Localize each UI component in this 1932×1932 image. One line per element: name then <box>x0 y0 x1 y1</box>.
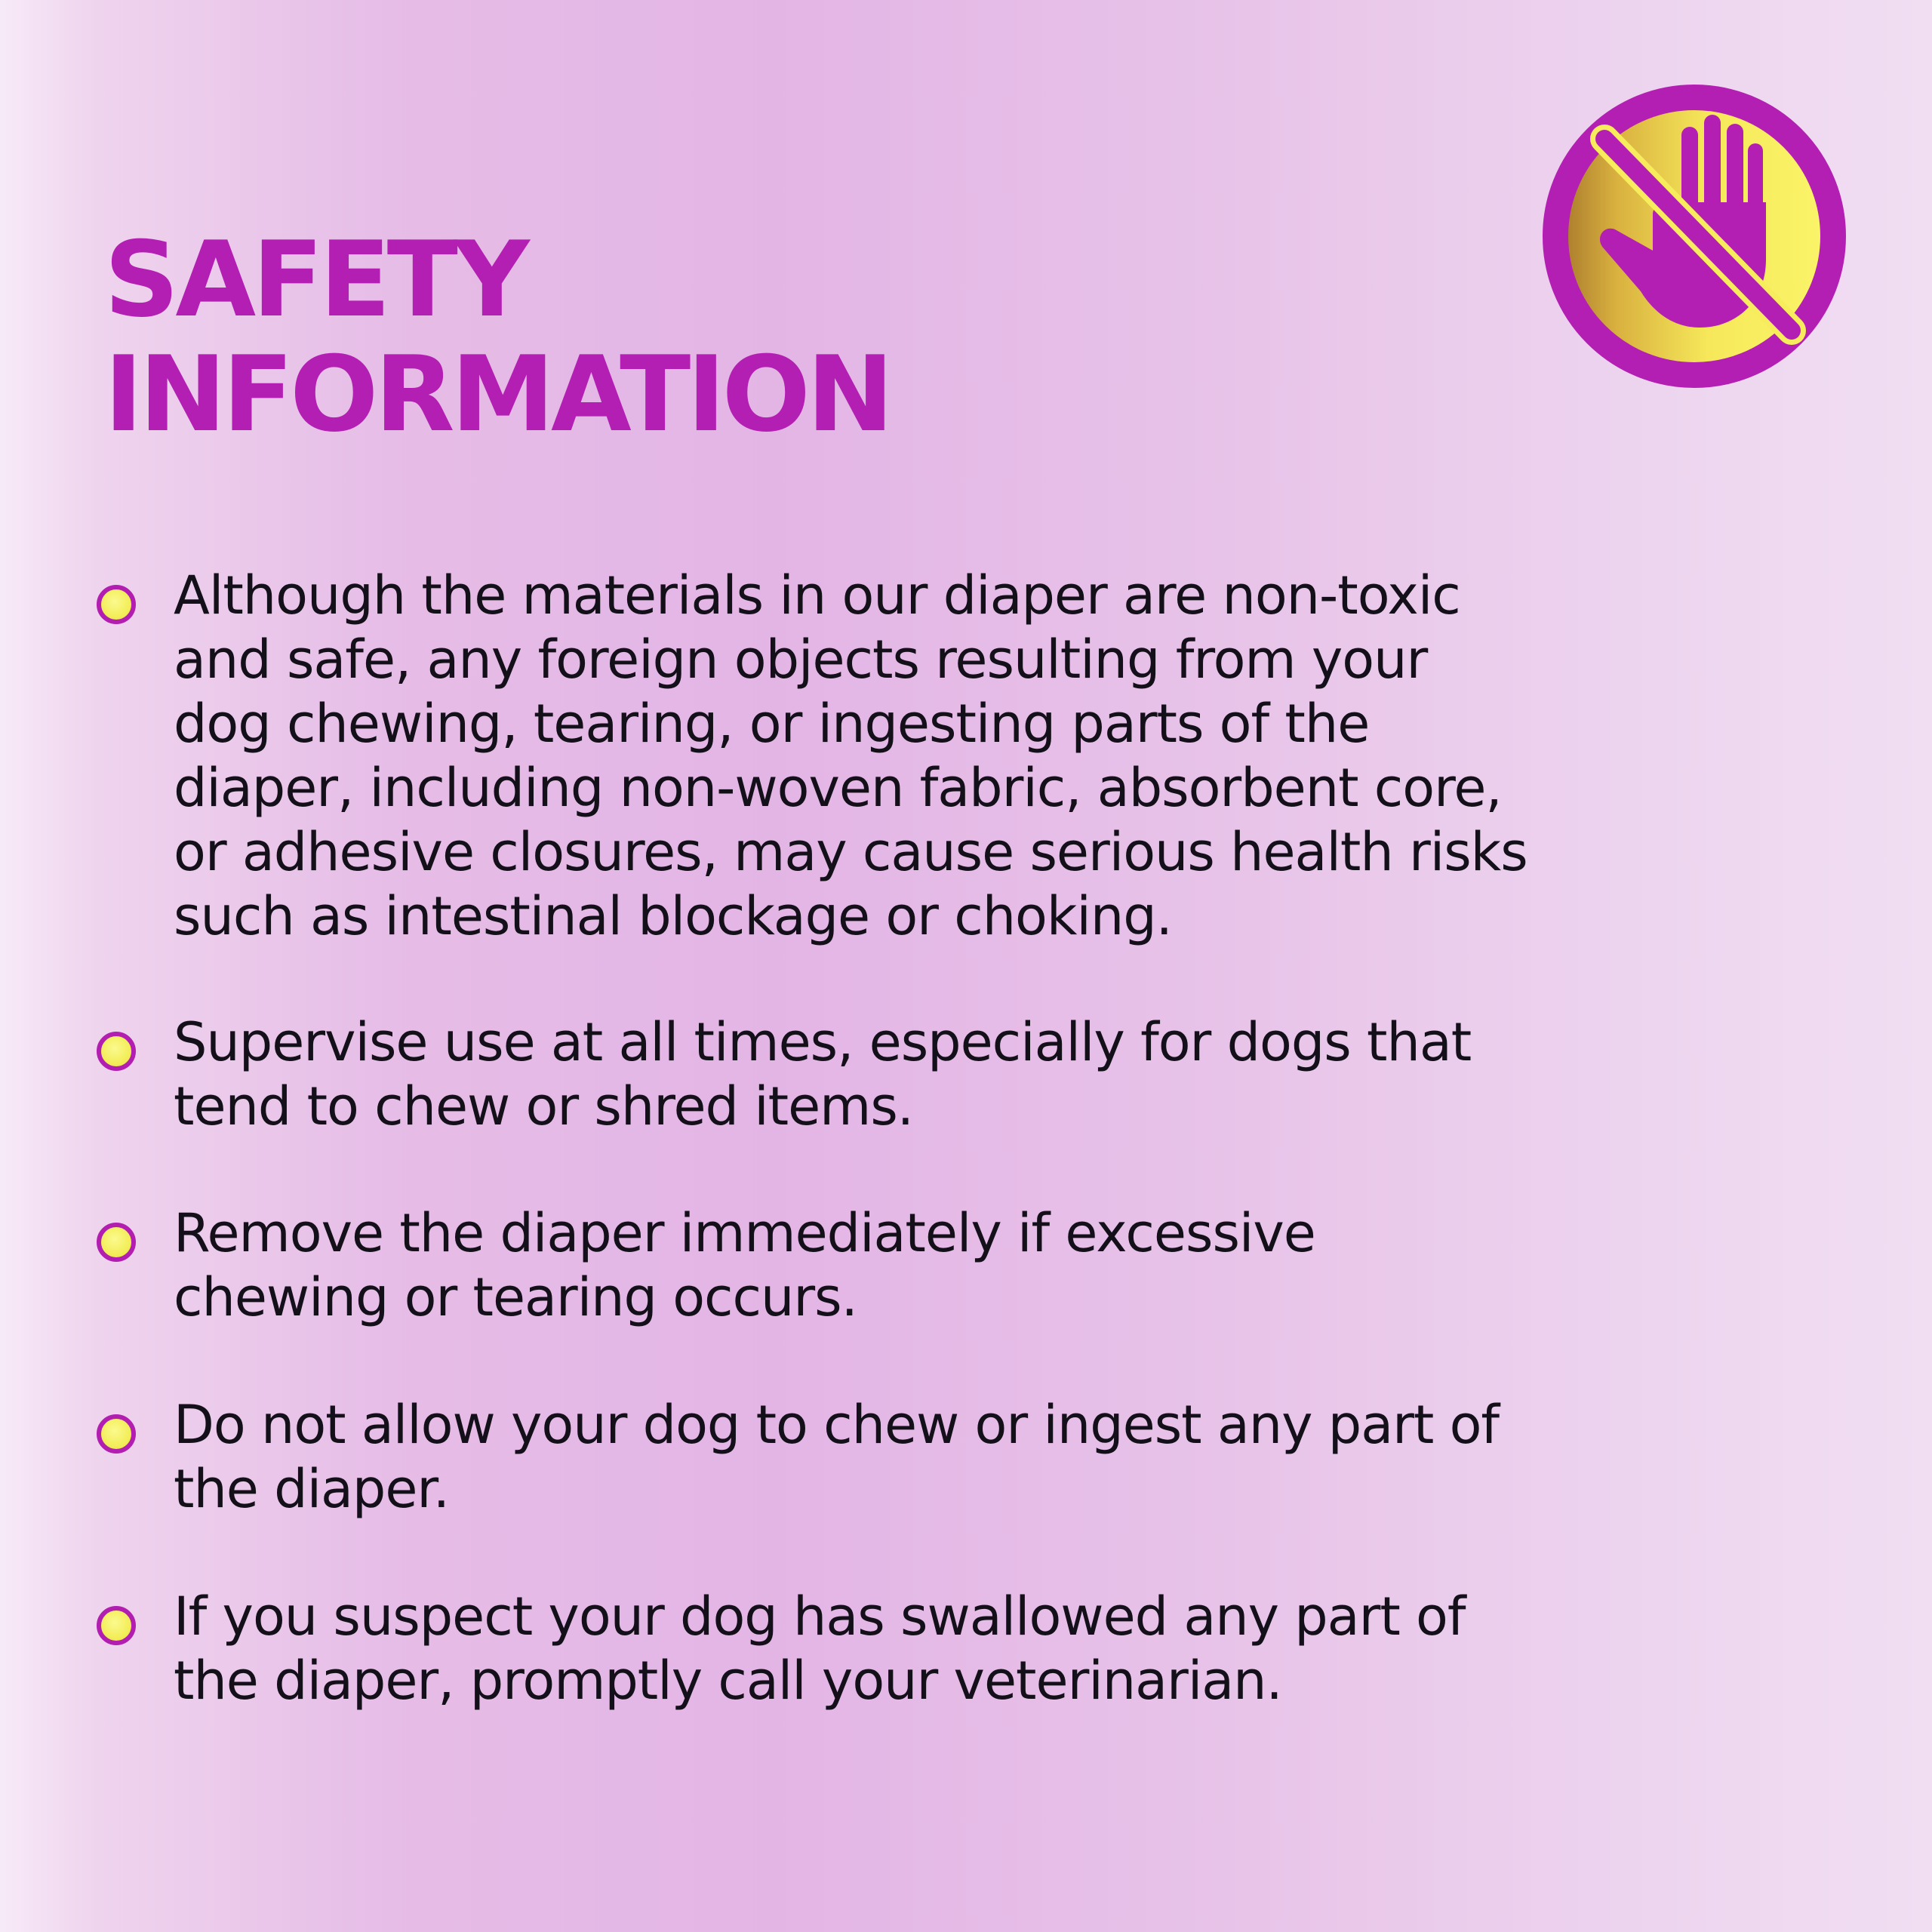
item-line: diaper, including non-woven fabric, absorbent core, <box>174 757 1502 819</box>
item-line: Remove the diaper immediately if excessive <box>174 1202 1315 1264</box>
item-line: Although the materials in our diaper are non-toxic <box>174 565 1460 626</box>
bullet-icon <box>97 1606 136 1645</box>
item-line: Do not allow your dog to chew or ingest any part of <box>174 1394 1500 1456</box>
title-line-1: SAFETY <box>104 219 526 340</box>
item-line: tend to chew or shred items. <box>174 1075 914 1137</box>
item-line: If you suspect your dog has swallowed any part of <box>174 1586 1466 1647</box>
item-line: the diaper. <box>174 1458 450 1520</box>
item-line: such as intestinal blockage or choking. <box>174 885 1172 947</box>
title-line-2: INFORMATION <box>104 334 891 455</box>
item-text <box>174 1585 1721 1713</box>
page-title <box>104 219 891 455</box>
bullet-icon <box>97 585 136 624</box>
bullet-icon <box>97 1032 136 1071</box>
item-text <box>174 564 1721 949</box>
item-line: or adhesive closures, may cause serious health risks <box>174 821 1527 883</box>
item-text <box>174 1393 1721 1521</box>
bullet-icon <box>97 1414 136 1454</box>
bullet-icon <box>97 1223 136 1262</box>
item-line: chewing or tearing occurs. <box>174 1266 857 1328</box>
item-line: and safe, any foreign objects resulting from your <box>174 629 1428 691</box>
item-line: the diaper, promptly call your veterinarian. <box>174 1650 1282 1712</box>
item-line: Supervise use at all times, especially for dogs that <box>174 1011 1472 1073</box>
no-hand-prohibition-icon <box>1540 82 1849 391</box>
item-line: dog chewing, tearing, or ingesting parts of the <box>174 693 1370 755</box>
item-text <box>174 1011 1721 1139</box>
item-text <box>174 1201 1721 1330</box>
